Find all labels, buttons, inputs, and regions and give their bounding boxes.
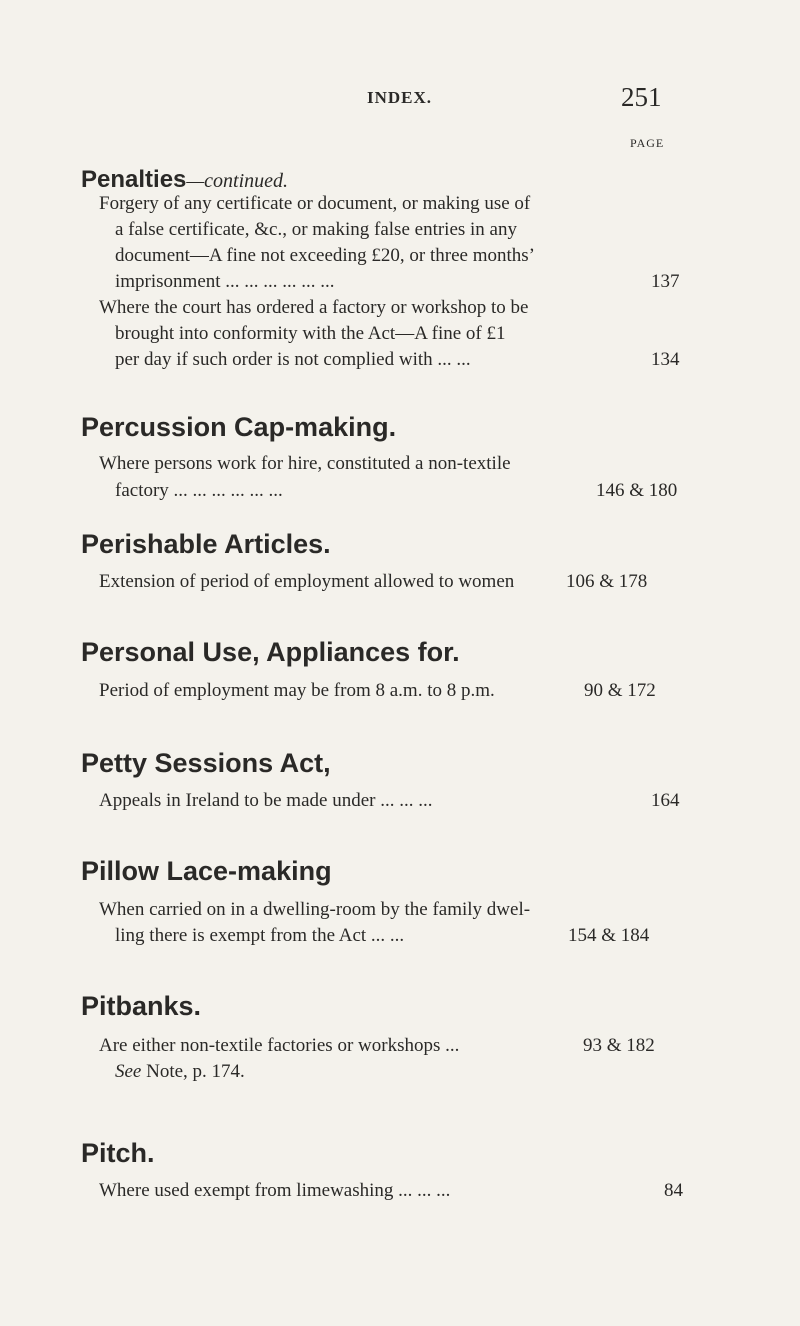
entry-line: imprisonment ... ... ... ... ... ... — [115, 271, 335, 292]
heading-text: Penalties — [81, 166, 187, 193]
entry-line: Are either non-textile factories or workshops ... — [99, 1035, 460, 1056]
section-heading: Pillow Lace-making — [81, 856, 332, 886]
entry-line: ling there is exempt from the Act ... ... — [115, 925, 405, 946]
entry-page-ref: 146 & 180 — [596, 480, 678, 501]
entry-page-ref: 154 & 184 — [568, 925, 650, 946]
see-reference: Note, p. 174. — [146, 1061, 245, 1082]
section-heading: Personal Use, Appliances for. — [81, 637, 460, 667]
entry-line: a false certificate, &c., or making false entries in any — [115, 219, 517, 240]
entry-page-ref: 90 & 172 — [584, 680, 656, 701]
section-heading — [81, 166, 288, 194]
section-heading: Petty Sessions Act, — [81, 748, 331, 778]
entry-line: Extension of period of employment allowed to women — [99, 571, 515, 592]
entry-page-ref: 137 — [651, 271, 680, 292]
entry-page-ref: 134 — [651, 349, 680, 370]
section-heading: Pitbanks. — [81, 991, 202, 1021]
entry-line: Where persons work for hire, constituted a non-textile — [99, 453, 511, 474]
entry-line: per day if such order is not complied with ... ... — [115, 349, 471, 370]
see-also-note — [115, 1061, 245, 1083]
entry-page-ref: 106 & 178 — [566, 571, 648, 592]
running-head — [0, 82, 800, 112]
page-number: 251 — [621, 82, 662, 112]
entry-line: factory ... ... ... ... ... ... — [115, 480, 283, 501]
section-heading: Percussion Cap-making. — [81, 412, 397, 442]
entry-line: Appeals in Ireland to be made under ... ... ... — [99, 790, 433, 811]
entry-line: brought into conformity with the Act—A fine of £1 — [115, 323, 506, 344]
entry-line: Period of employment may be from 8 a.m. to 8 p.m. — [99, 680, 495, 701]
section-heading: Perishable Articles. — [81, 529, 331, 559]
page-column-label: PAGE — [630, 136, 665, 150]
entry-page-ref: 164 — [651, 790, 680, 811]
section-heading: Pitch. — [81, 1138, 155, 1168]
entry-line: Where the court has ordered a factory or workshop to be — [99, 297, 529, 318]
entry-line: document—A fine not exceeding £20, or three months’ — [115, 245, 536, 266]
heading-continued: —continued. — [186, 170, 289, 192]
entry-line: When carried on in a dwelling-room by the family dwel- — [99, 899, 531, 920]
entry-page-ref: 84 — [664, 1180, 683, 1201]
see-prefix: See — [115, 1061, 142, 1082]
entry-page-ref: 93 & 182 — [583, 1035, 655, 1056]
running-title: INDEX. — [367, 88, 433, 107]
entry-line: Where used exempt from limewashing ... ... ... — [99, 1180, 451, 1201]
entry-line: Forgery of any certificate or document, or making use of — [99, 193, 531, 214]
